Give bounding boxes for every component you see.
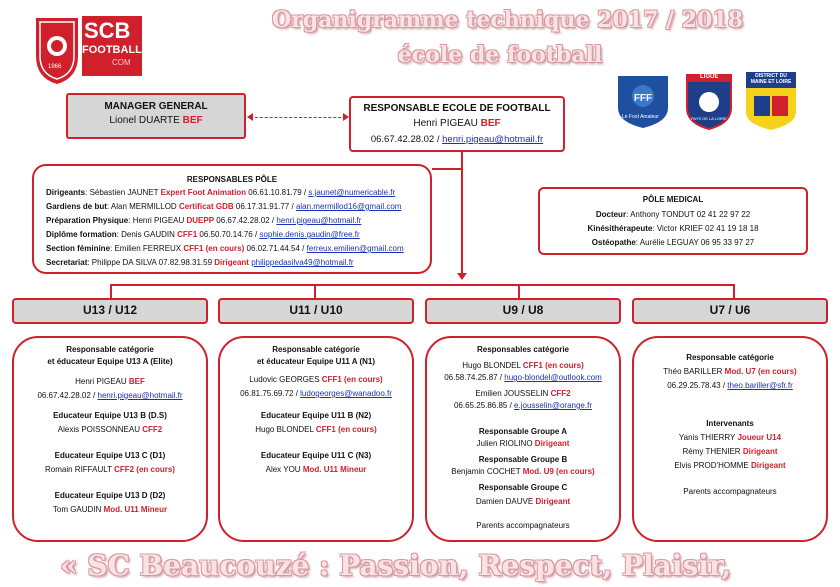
branch-u11	[314, 284, 316, 298]
category-header: U13 / U12	[12, 298, 208, 324]
category-line	[425, 388, 621, 400]
category-line	[632, 418, 828, 430]
category-line-text: Théo BARILLER	[663, 367, 723, 376]
category-line	[12, 424, 208, 436]
category-line-diploma: Dirigeant	[742, 447, 778, 456]
fff-caption: Le Foot Amateur	[622, 114, 659, 120]
category-line	[425, 360, 621, 372]
category-line-diploma: CFF2	[142, 425, 163, 434]
category-line-text: Educateur Equipe U13 D (D2)	[54, 491, 166, 500]
pole-row-label: Dirigeants	[46, 188, 86, 197]
pole-row-email-link[interactable]: alan.mermillod16@gmail.com	[295, 202, 402, 211]
category-line-text: Damien DAUVE	[475, 497, 534, 506]
category-line	[12, 356, 208, 368]
category-line-text: Henri PIGEAU	[75, 377, 127, 386]
category-line-text: Rémy THENIER	[682, 447, 741, 456]
category-line-diploma: Joueur U14	[737, 433, 782, 442]
category-line-text: Educateur Equipe U13 C (D1)	[54, 451, 166, 460]
manager-name: Lionel DUARTE	[109, 115, 180, 126]
category-line	[12, 490, 208, 502]
pole-row-phone: 06.50.70.14.76 /	[199, 230, 258, 239]
category-line-text: Hugo BLONDEL	[462, 361, 521, 370]
pole-medical-box	[538, 187, 808, 255]
pole-row-label: Secretariat	[46, 258, 88, 267]
logo-word: FOOTBALL	[82, 44, 142, 56]
category-line	[12, 464, 208, 476]
pole-row-email-link[interactable]: philippedasilva49@hotmail.fr	[251, 258, 354, 267]
manager-name-line	[68, 115, 244, 127]
pole-row-label: Préparation Physique	[46, 216, 129, 225]
branch-u13	[110, 284, 112, 298]
logo-year: 1966	[48, 64, 62, 70]
connector-ecole-down	[461, 152, 463, 274]
branch-horizontal	[110, 284, 734, 286]
category-line-text: Responsable catégorie	[272, 345, 360, 354]
ligue-shield-icon	[684, 72, 734, 130]
district-text: DISTRICT DU MAINE ET LOIRE	[750, 73, 792, 85]
pole-row	[46, 229, 360, 241]
category-line-text: Hugo BLONDEL	[255, 425, 314, 434]
logo-abbr: SCB	[84, 18, 131, 43]
pole-row-phone: 06.61.10.81.79 /	[248, 188, 307, 197]
category-line-text: Alex YOU	[265, 465, 301, 474]
category-line-text: Educateur Equipe U13 B (D.S)	[53, 411, 167, 420]
category-line-text: Romain RIFFAULT	[45, 465, 112, 474]
manager-title: MANAGER GENERAL	[104, 101, 208, 112]
ecole-name: Henri PIGEAU	[413, 118, 478, 129]
category-line-text: Tom GAUDIN	[52, 505, 102, 514]
category-line-email-link[interactable]: e.jousselin@orange.fr	[514, 401, 592, 410]
category-line	[632, 460, 828, 472]
category-line-text: Ludovic GEORGES	[249, 375, 320, 384]
category-line-diploma: CFF1 (en cours)	[321, 375, 383, 384]
pole-row-phone: 06.67.42.28.02 /	[216, 216, 275, 225]
category-line	[12, 410, 208, 422]
pole-row-email-link[interactable]: sophie.denis.gaudin@free.fr	[259, 230, 360, 239]
pole-row-diploma: CFF1 (en cours)	[183, 244, 245, 253]
category-line-text: Responsable Groupe C	[478, 483, 568, 492]
category-line-diploma: CFF1 (en cours)	[315, 425, 377, 434]
category-line	[425, 400, 621, 412]
pole-row-label: Gardiens de but	[46, 202, 107, 211]
manager-diploma: BEF	[182, 115, 203, 126]
category-line-diploma: CFF1 (en cours)	[522, 361, 584, 370]
category-line-text: Alexis POISSONNEAU	[57, 425, 140, 434]
medical-row	[540, 209, 806, 221]
category-line-text: Emilien JOUSSELIN	[475, 389, 549, 398]
pole-row-diploma: Expert Foot Animation	[160, 188, 247, 197]
category-line-text: 06.58.74.25.87 /	[444, 373, 503, 382]
ecole-name-line	[351, 118, 563, 130]
branch-u7	[733, 284, 735, 298]
category-line-text: Julien RIOLINO	[476, 439, 533, 448]
medical-row-name: : Victor KRIEF 02 41 19 18 18	[652, 224, 759, 233]
category-line	[218, 464, 414, 476]
category-line	[425, 438, 621, 450]
pole-row-label: Diplôme formation	[46, 230, 117, 239]
pole-row	[46, 187, 395, 199]
category-line-text: 06.81.75.69.72 /	[240, 389, 298, 398]
arrow-down-icon	[457, 273, 467, 280]
category-line	[425, 426, 621, 438]
ligue-top: LIGUE	[700, 74, 719, 80]
branch-u9	[518, 284, 520, 298]
pole-row	[46, 243, 404, 255]
category-line-email-link[interactable]: henri.pigeau@hotmail.fr	[97, 391, 183, 400]
category-line-diploma: CFF2	[550, 389, 571, 398]
category-line	[12, 376, 208, 388]
pole-title: RESPONSABLES PÔLE	[186, 175, 278, 184]
category-line	[12, 504, 208, 516]
category-line-diploma: CFF2 (en cours)	[114, 465, 175, 474]
pole-row-email-link[interactable]: s.jaunet@numericable.fr	[308, 188, 396, 197]
category-line-text: Responsable catégorie	[686, 353, 774, 362]
category-header: U11 / U10	[218, 298, 414, 324]
category-line-text: 06.29.25.78.43 /	[667, 381, 726, 390]
category-line-text: Educateur Equipe U11 B (N2)	[260, 411, 372, 420]
responsable-ecole-box	[349, 96, 565, 152]
category-line-text: Benjamin COCHET	[451, 467, 521, 476]
category-line	[425, 482, 621, 494]
category-line-diploma: BEF	[128, 377, 145, 386]
pole-row-phone: 06.17.31.91.77 /	[235, 202, 294, 211]
category-line	[218, 344, 414, 356]
ecole-title: RESPONSABLE ECOLE DE FOOTBALL	[363, 103, 551, 114]
category-line-text: Parents accompagnateurs	[476, 521, 570, 530]
category-line-diploma: Mod. U11 Mineur	[302, 465, 367, 474]
pole-row-email-link[interactable]: ferreux.emilien@gmail.com	[306, 244, 404, 253]
category-line	[425, 496, 621, 508]
fff-logo	[614, 74, 672, 128]
pole-row-name: : Emilien FERREUX	[110, 244, 182, 253]
pole-row-name: : Philippe DA SILVA 07.82.98.31.59	[87, 258, 213, 267]
pole-row	[46, 215, 361, 227]
connector-ecole-to-pole	[432, 168, 461, 170]
medical-row-name: : Anthony TONDUT 02 41 22 97 22	[626, 210, 751, 219]
pole-row-diploma: DUEPP	[186, 216, 215, 225]
category-line	[12, 390, 208, 402]
category-line-email-link[interactable]: hugo-blondel@outlook.com	[504, 373, 602, 382]
pole-row-name: : Henri PIGEAU	[128, 216, 185, 225]
category-line	[218, 424, 414, 436]
pole-row-email-link[interactable]: henri.pigeau@hotmail.fr	[276, 216, 362, 225]
category-line-text: Parents accompagnateurs	[683, 487, 777, 496]
category-line-text: et éducateur Equipe U11 A (N1)	[256, 357, 376, 366]
category-line-text: Yanis THIERRY	[678, 433, 736, 442]
district-logo	[744, 72, 798, 130]
slogan: « SC Beaucouzé : Passion, Respect, Plaisir,	[60, 549, 732, 582]
category-line-text: Educateur Equipe U11 C (N3)	[260, 451, 372, 460]
category-line-text: Intervenants	[706, 419, 754, 428]
category-line-email-link[interactable]: theo.bariller@sfr.fr	[727, 381, 793, 390]
responsables-pole-box	[32, 164, 432, 274]
manager-link-dash	[250, 117, 346, 118]
pole-row-name: : Alan MERMILLOD	[106, 202, 177, 211]
category-line-email-link[interactable]: ludogeorges@wanadoo.fr	[300, 389, 392, 398]
page-title: Organigramme technique 2017 / 2018	[272, 7, 743, 33]
category-line-diploma: Mod. U7 (en cours)	[724, 367, 797, 376]
page-subtitle: école de football	[397, 42, 603, 68]
category-line	[218, 410, 414, 422]
category-line-text: Responsable catégorie	[66, 345, 154, 354]
category-line-text: Responsable Groupe A	[478, 427, 568, 436]
logo-suffix: COM	[112, 58, 131, 67]
category-line-diploma: Dirigeant	[750, 461, 786, 470]
ecole-phone: 06.67.42.28.02 /	[370, 134, 440, 145]
medical-row-label: Docteur	[595, 210, 627, 219]
club-logo	[32, 16, 142, 86]
ecole-email-link[interactable]: henri.pigeau@hotmail.fr	[442, 134, 544, 145]
category-line	[12, 344, 208, 356]
category-line	[632, 486, 828, 498]
category-line	[425, 466, 621, 478]
ligue-logo	[684, 72, 734, 130]
category-line	[218, 450, 414, 462]
medical-row-label: Kinésithérapeute	[587, 224, 653, 233]
pole-row-name: : Denis GAUDIN	[116, 230, 175, 239]
category-line	[632, 446, 828, 458]
pole-row-phone: 06.02.71.44.54 /	[246, 244, 305, 253]
category-line-diploma: Mod. U11 Mineur	[103, 505, 168, 514]
category-line-text: Responsables catégorie	[476, 345, 570, 354]
category-line	[632, 432, 828, 444]
medical-title: PÔLE MEDICAL	[642, 195, 704, 204]
category-line	[632, 352, 828, 364]
category-line-diploma: Mod. U9 (en cours)	[522, 467, 595, 476]
medical-row-label: Ostéopathe	[591, 238, 636, 247]
category-line-diploma: Dirigeant	[535, 497, 571, 506]
category-line	[425, 454, 621, 466]
ecole-diploma: BEF	[480, 118, 501, 129]
pole-row	[46, 257, 354, 269]
category-line-text: Responsable Groupe B	[478, 455, 568, 464]
category-line-text: Elvis PROD'HOMME	[674, 461, 749, 470]
arrow-left-icon	[247, 113, 253, 121]
pole-row-label: Section féminine	[46, 244, 111, 253]
category-line	[218, 356, 414, 368]
category-line-diploma: Dirigeant	[534, 439, 570, 448]
category-line	[12, 450, 208, 462]
ecole-contact-line	[351, 134, 563, 146]
pole-row-name: : Sébastien JAUNET	[85, 188, 159, 197]
medical-row	[540, 237, 806, 249]
category-line-text: et éducateur Equipe U13 A (Elite)	[47, 357, 173, 366]
category-line	[218, 388, 414, 400]
category-line-text: 06.67.42.28.02 /	[37, 391, 96, 400]
pole-row	[46, 201, 401, 213]
pole-row-diploma: CFF1	[177, 230, 198, 239]
medical-row-name: : Aurélie LEGUAY 06 95 33 97 27	[635, 238, 755, 247]
category-line	[425, 344, 621, 356]
category-line	[632, 380, 828, 392]
category-line	[218, 374, 414, 386]
svg-text:FFF: FFF	[633, 93, 653, 104]
category-line	[425, 372, 621, 384]
category-line	[632, 366, 828, 378]
pole-row-diploma: Dirigeant	[214, 258, 249, 267]
category-line-text: 06.65.25.86.85 /	[453, 401, 512, 410]
category-header: U7 / U6	[632, 298, 828, 324]
medical-row	[540, 223, 806, 235]
pole-row-diploma: Certificat GDB	[178, 202, 234, 211]
manager-box	[66, 93, 246, 139]
category-header: U9 / U8	[425, 298, 621, 324]
ligue-caption: PAYS DE LA LOIRE	[691, 116, 727, 121]
category-line	[425, 520, 621, 532]
